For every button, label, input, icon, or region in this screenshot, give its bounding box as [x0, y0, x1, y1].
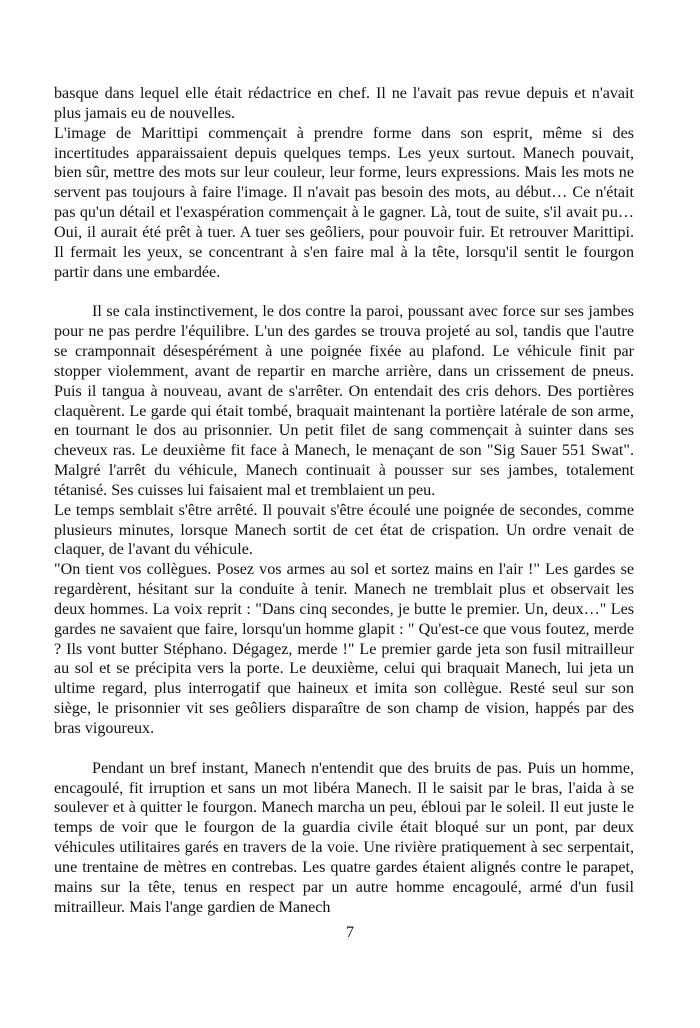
paragraph-marittipi-image: L'image de Marittipi commençait à prendre forme dans son esprit, même si des incertitudes apparaissaient depuis quelques temps. Les yeux surtout. Manech pouvait, bien sûr, mettre des mots sur leur couleur, leur forme, leurs expressions. Mais les mots ne servent pas toujours à faire l'image. Il n'avait pas besoin des mots, au début… Ce n'était pas qu'un détail et l'exaspération commençait à le gagner. Là, tout de suite, s'il avait pu… Oui, il aurait été prêt à tuer. A tuer ses geôliers, pour pouvoir fuir. Et retrouver Marittipi. Il fermait les yeux, se concentrant à s'en faire mal à la tête, lorsqu'il sentit le fourgon partir dans une embardée. [54, 124, 634, 281]
paragraph-continuation: basque dans lequel elle était rédactrice en chef. Il ne l'avait pas revue depuis et n'avait plus jamais eu de nouvelles. [54, 85, 634, 122]
paragraph-spacer [54, 282, 634, 302]
document-body [54, 84, 634, 917]
paragraph-spacer [54, 739, 634, 759]
paragraph-liberation: Pendant un bref instant, Manech n'entendit que des bruits de pas. Puis un homme, encagoulé, fit irruption et sans un mot libéra Manech. Il le saisit par le bras, l'aida à se soulever et à quitter le fourgon. Manech marcha un peu, ébloui par le soleil. Il eut juste le temps de voir que le fourgon de la guardia civile était bloqué sur un pont, par deux véhicules utilitaires garés en travers de la voie. Une rivière pratiquement à sec serpentait, une trentaine de mètres en contrebas. Les quatre gardes étaient alignés contre le parapet, mains sur la tête, tenus en respect par un autre homme encagoulé, armé d'un fusil mitrailleur. Mais l'ange gardien de Manech [54, 759, 634, 916]
paragraph-ordre-gardes: "On tient vos collègues. Posez vos armes au sol et sortez mains en l'air !" Les gardes se regardèrent, hésitant sur la conduite à tenir. Manech ne tremblait plus et observait les deux hommes. La voix reprit : "Dans cinq secondes, je butte le premier. Un, deux…" Les gardes ne savaient que faire, lorsqu'un homme glapit : " Qu'est-ce que vous foutez, merde ? Ils vont butter Stéphano. Dégagez, merde !" Le premier garde jeta son fusil mitrailleur au sol et se précipita vers la porte. Le deuxième, celui qui braquait Manech, lui jeta un ultime regard, plus interrogatif que haineux et imita son collègue. Resté seul sur son siège, le prisonnier vit ses geôliers disparaître de son champ de vision, happés par des bras vigoureux. [54, 561, 634, 737]
page-number: 7 [346, 924, 354, 941]
paragraph-temps-arrete: Le temps semblait s'être arrêté. Il pouvait s'être écoulé une poignée de secondes, comme plusieurs minutes, lorsque Manech sortit de cet état de crispation. Un ordre venait de claquer, de l'avant du véhicule. [54, 501, 634, 559]
paragraph-embardee: Il se cala instinctivement, le dos contre la paroi, poussant avec force sur ses jambes pour ne pas perdre l'équilibre. L'un des gardes se trouva projeté au sol, tandis que l'autre se cramponnait désespérément à une poignée fixée au plafond. Le véhicule finit par stopper violemment, avant de repartir en marche arrière, dans un crissement de pneus. Puis il tangua à nouveau, avant de s'arrêter. On entendait des cris dehors. Des portières claquèrent. Le garde qui était tombé, braquait maintenant la portière latérale de son arme, en tournant le dos au prisonnier. Un petit filet de sang commençait à suinter dans ses cheveux ras. Le deuxième fit face à Manech, le menaçant de son "Sig Sauer 551 Swat". Malgré l'arrêt du véhicule, Manech continuait à pousser sur ses jambes, totalement tétanisé. Ses cuisses lui faisaient mal et tremblaient un peu. [54, 303, 634, 499]
